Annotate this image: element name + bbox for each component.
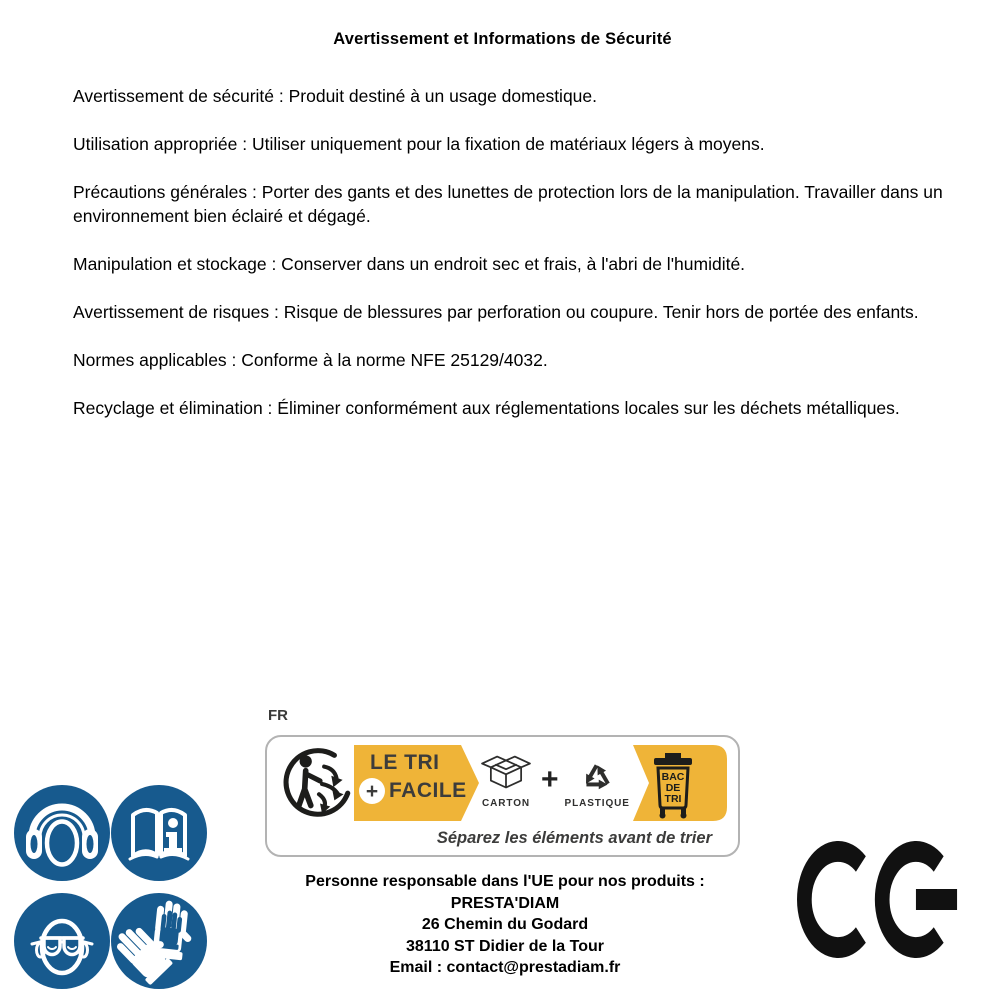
- carton-box-icon: [477, 751, 535, 795]
- safety-paragraphs: [73, 84, 970, 444]
- plus-circle-icon: +: [359, 778, 385, 804]
- bin-text-line2: DE: [665, 782, 681, 794]
- address-city: 38110 ST Didier de la Tour: [406, 937, 604, 955]
- ear-protection-icon: [14, 785, 110, 881]
- material-plastique: [565, 751, 630, 809]
- paragraph-applicable-norms: Normes applicables : Conforme à la norme NFE 25129/4032.: [73, 350, 548, 370]
- headline-line2: FACILE: [389, 779, 467, 802]
- triman-icon: [279, 742, 357, 826]
- page-title: Avertissement et Informations de Sécurité: [333, 30, 672, 48]
- materials-plus-sign: +: [541, 763, 559, 796]
- responsible-intro: Personne responsable dans l'UE pour nos produits :: [305, 873, 705, 890]
- label-tagline: Séparez les éléments avant de trier: [436, 829, 712, 847]
- material-plastique-label: PLASTIQUE: [564, 798, 630, 809]
- headline-line1: LE TRI: [370, 751, 440, 774]
- contact-email: Email : contact@prestadiam.fr: [389, 959, 621, 976]
- read-manual-icon: [111, 785, 207, 881]
- label-materials: [477, 751, 630, 809]
- bin-text-line3: TRI: [664, 793, 682, 805]
- paragraph-general-precautions: Précautions générales : Porter des gants et des lunettes de protection lors de la manipulation. Travailler dans un environnement bien éclairé et dégagé.: [73, 182, 943, 226]
- paragraph-safety-warning: Avertissement de sécurité : Produit destiné à un usage domestique.: [73, 86, 598, 106]
- ce-mark-icon: [797, 841, 960, 958]
- sorting-bin-icon: [650, 753, 696, 819]
- mandatory-safety-pictograms: [14, 785, 207, 989]
- paragraph-handling-storage: Manipulation et stockage : Conserver dans un endroit sec et frais, à l'abri de l'humidité.: [73, 254, 746, 274]
- country-code-label: FR: [268, 707, 288, 724]
- protective-gloves-icon: [111, 893, 207, 989]
- recycling-sorting-label: [265, 735, 740, 857]
- paragraph-recycling: Recyclage et élimination : Éliminer conformément aux réglementations locales sur les déchets métalliques.: [73, 398, 900, 418]
- recycle-triangle-icon: [573, 751, 621, 795]
- company-name: PRESTA'DIAM: [450, 894, 560, 912]
- eye-protection-icon: [14, 893, 110, 989]
- bin-text-line1: BAC: [661, 771, 685, 783]
- paragraph-risk-warning: Avertissement de risques : Risque de blessures par perforation ou coupure. Tenir hors de portée des enfants.: [73, 302, 919, 322]
- material-carton: [477, 751, 535, 809]
- label-headline: [359, 751, 467, 804]
- address-street: 26 Chemin du Godard: [421, 916, 589, 933]
- material-carton-label: CARTON: [482, 798, 530, 809]
- paragraph-appropriate-use: Utilisation appropriée : Utiliser uniquement pour la fixation de matériaux légers à moyens.: [73, 134, 765, 154]
- responsible-person-block: [255, 871, 755, 979]
